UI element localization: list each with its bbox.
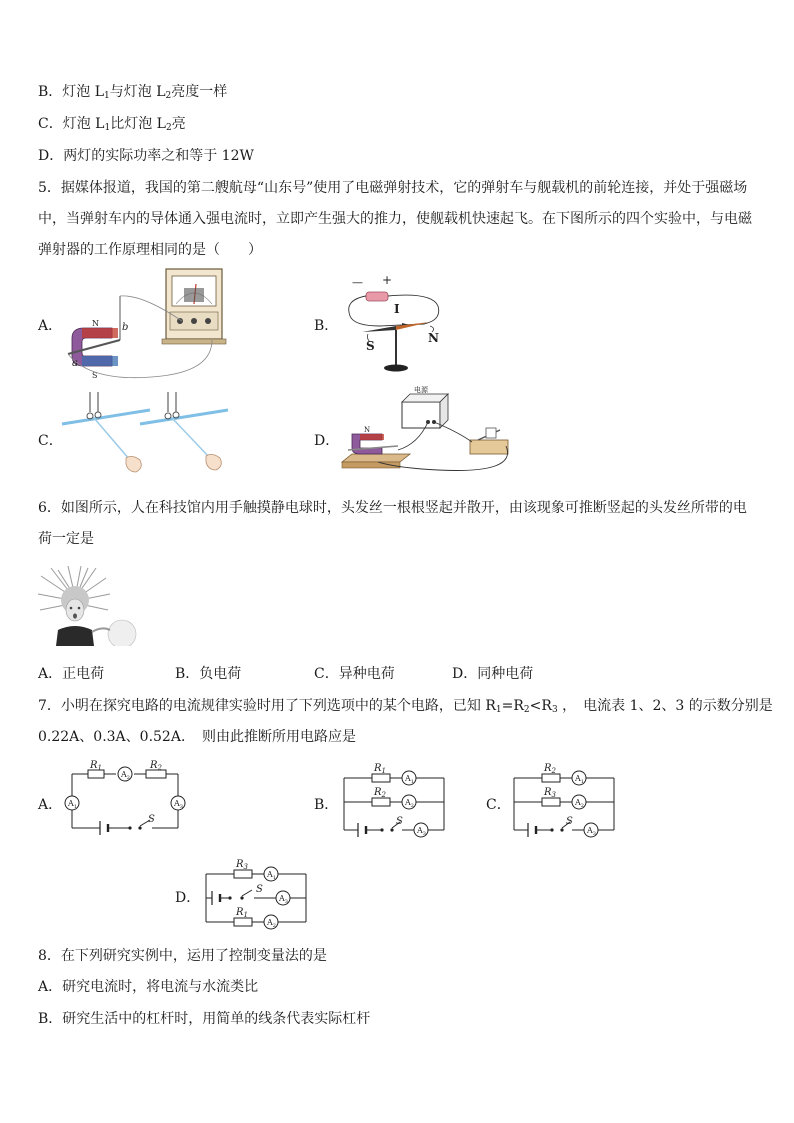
q7-circuit-c <box>508 760 620 840</box>
q5b-minus-label: — <box>352 276 363 289</box>
q5a-b-label: b <box>122 322 129 333</box>
svg-text:A2: $A_2$ <box>267 918 276 929</box>
q8-stem: 8．在下列研究实例中，运用了控制变量法的是 <box>38 948 327 964</box>
svg-text:R3: $R_3$ <box>236 859 248 871</box>
svg-text:A2: $A_2$ <box>575 798 584 809</box>
q5d-power-label: 电源 <box>414 386 428 394</box>
q6-stem: 6．如图所示，人在科技馆内用手触摸静电球时，头发丝一根根竖起并散开，由该现象可推断竖起的头发丝所带的电荷一定是 <box>38 500 747 547</box>
q5-figure-b <box>340 268 450 376</box>
q7-label-d: D． <box>175 890 201 906</box>
q4-option-d: D．两灯的实际功率之和等于 12W <box>38 148 254 164</box>
q5c-right-apparatus <box>140 392 228 470</box>
svg-text:A1: $A_1$ <box>575 774 584 785</box>
svg-text:A3: $A_3$ <box>279 894 288 905</box>
q5b-current-label: I <box>394 302 400 316</box>
q8-option-a: A．研究电流时，将电流与水流类比 <box>38 979 259 995</box>
q7-circuit-b <box>338 760 450 840</box>
svg-text:R1: $R_1$ <box>90 760 102 772</box>
q7-circuit-a <box>60 760 190 840</box>
q6-figure <box>36 566 146 646</box>
q5-figure-d <box>338 384 518 476</box>
q6-option-a: A．正电荷 <box>38 666 105 682</box>
q5-label-c: C． <box>38 433 63 449</box>
svg-text:S: S <box>566 816 573 827</box>
svg-text:A2: $A_2$ <box>121 770 130 781</box>
q5b-n-label: N <box>428 331 439 345</box>
q7-circuit-d <box>200 856 312 936</box>
q7-label-c: C． <box>486 797 511 813</box>
svg-text:S: S <box>396 816 403 827</box>
q6-option-d: D．同种电荷 <box>452 666 534 682</box>
q5a-n-label: N <box>92 319 99 328</box>
svg-text:S: S <box>256 884 263 895</box>
svg-text:A1: $A_1$ <box>68 799 77 810</box>
q7-label-a: A． <box>38 797 63 813</box>
svg-text:R1: $R_1$ <box>236 907 248 919</box>
q5b-s-label: S <box>366 339 375 353</box>
q6-option-c: C．异种电荷 <box>314 666 395 682</box>
q7-stem-line2: 0.22A、0.3A、0.52A． 则由此推断所用电路应是 <box>38 729 356 745</box>
q4-option-c: C．灯泡 $L_1$比灯泡 $L_2$亮 <box>38 116 186 133</box>
q6-option-b: B．负电荷 <box>175 666 242 682</box>
q5b-plus-label: + <box>382 273 393 287</box>
q5c-left-apparatus <box>62 392 150 472</box>
q5d-n-label: N <box>364 426 371 434</box>
q7-stem-line1: 7．小明在探究电路的电流规律实验时用了下列选项中的某个电路，已知 $R_1=R_2<R_3$ ， 电流表 1、2、3 的示数分别是 <box>38 698 773 715</box>
q5-figure-a <box>62 266 262 382</box>
svg-text:A3: $A_3$ <box>174 799 183 810</box>
q5-label-a: A． <box>38 318 63 334</box>
q5-label-d: D． <box>314 433 340 449</box>
q4-option-b: B．灯泡 $L_1$与灯泡 $L_2$亮度一样 <box>38 84 228 101</box>
svg-text:R3: $R_3$ <box>544 787 556 799</box>
svg-text:R2: $R_2$ <box>150 760 162 772</box>
q5a-s-label: S <box>92 371 98 380</box>
svg-text:A1: $A_1$ <box>267 870 276 881</box>
q8-option-b: B．研究生活中的杠杆时，用简单的线条代表实际杠杆 <box>38 1011 371 1027</box>
q5-figure-c <box>60 388 250 474</box>
q5-stem: 5．据媒体报道，我国的第二艘航母“山东号”使用了电磁弹射技术，它的弹射车与舰载机的前轮连接，并处于强磁场中，当弹射车内的导体通入强电流时，立即产生强大的推力，使舰载机快速起飞。在下图所示的四个实验中，与电磁弹射器的工作原理相同的是（ ） <box>38 180 752 258</box>
svg-text:R1: $R_1$ <box>374 763 386 775</box>
svg-text:A2: $A_2$ <box>405 798 414 809</box>
q5-label-b: B． <box>314 318 339 334</box>
q5a-a-label: a <box>72 358 78 369</box>
svg-text:A1: $A_1$ <box>405 774 414 785</box>
svg-text:R2: $R_2$ <box>374 787 386 799</box>
svg-text:A3: $A_3$ <box>587 826 596 837</box>
q7-label-b: B． <box>314 797 339 813</box>
svg-text:S: S <box>148 814 155 825</box>
svg-text:A3: $A_3$ <box>417 826 426 837</box>
svg-text:R2: $R_2$ <box>544 763 556 775</box>
